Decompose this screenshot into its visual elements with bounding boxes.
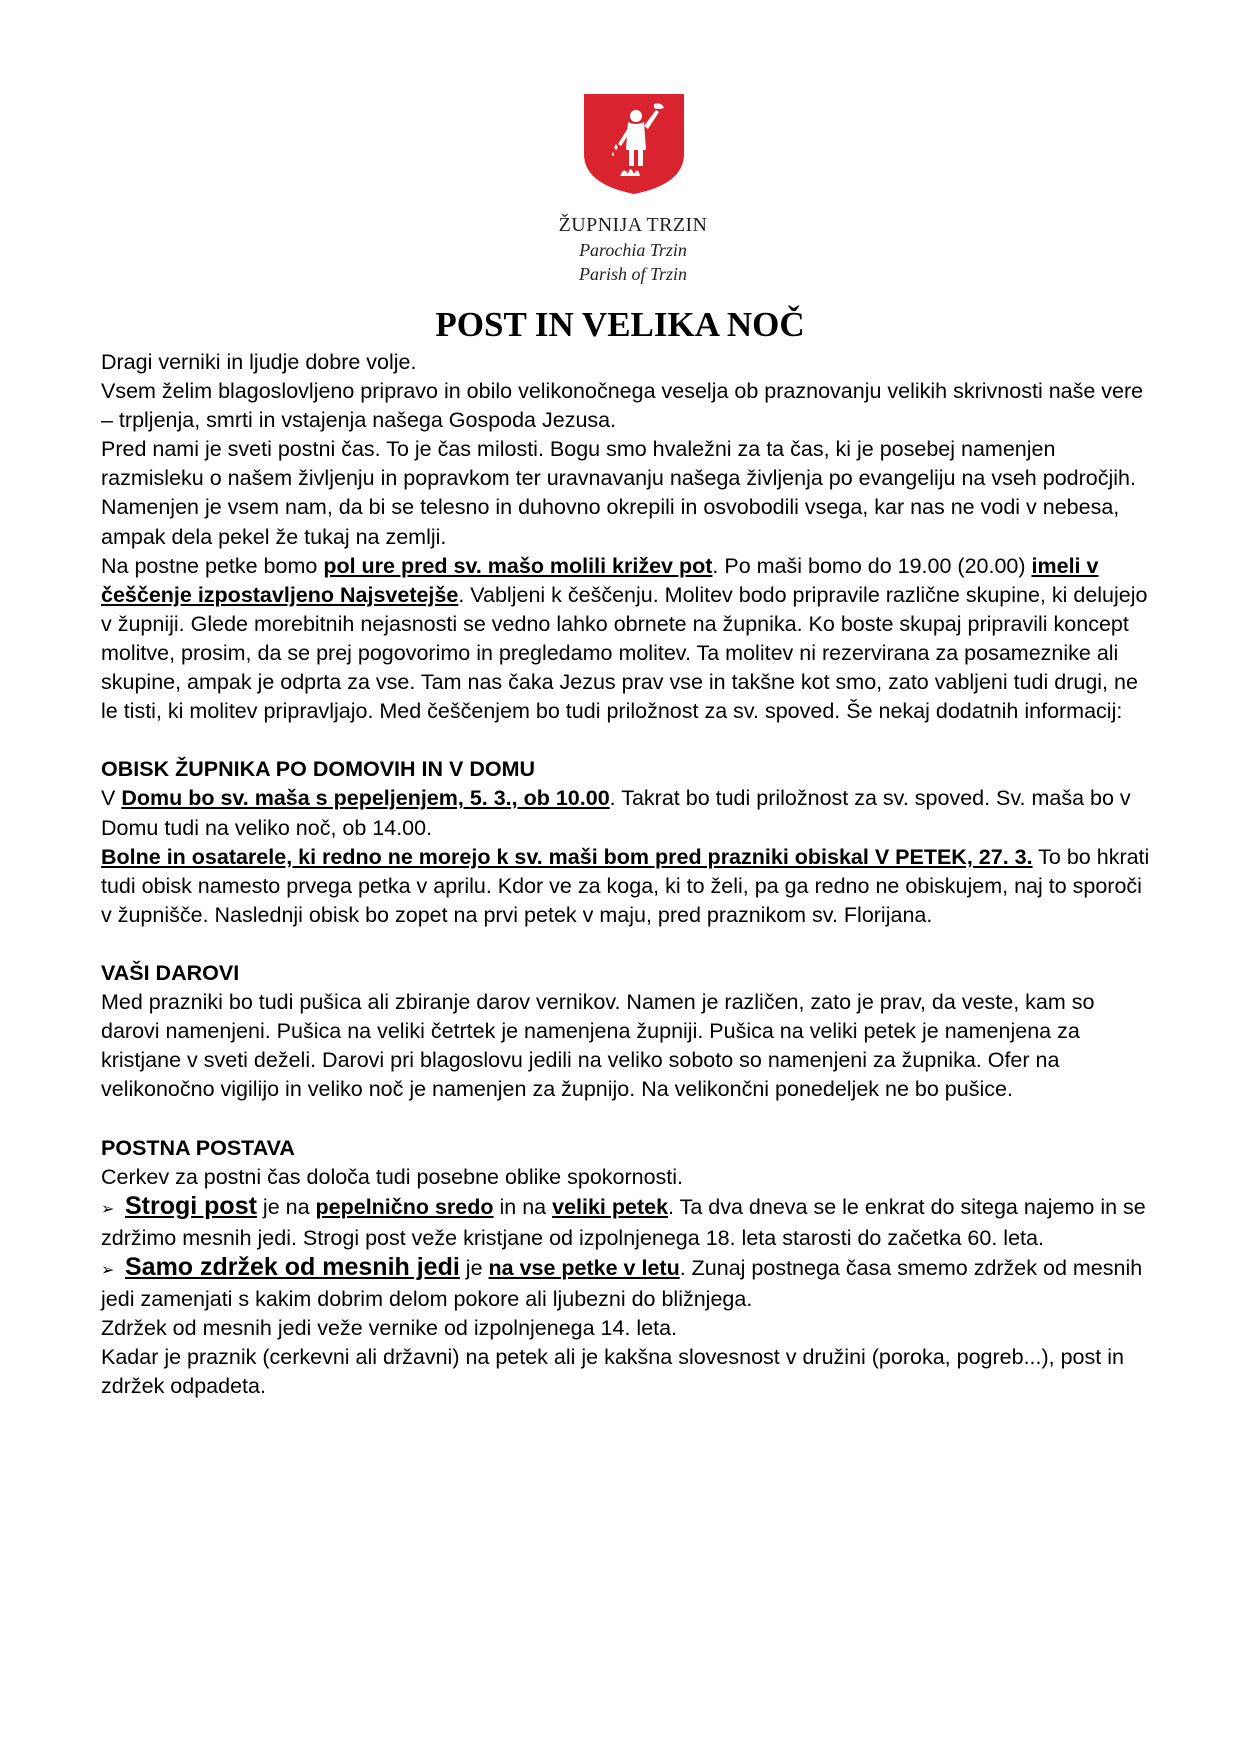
arrow-bullet-icon: ➢ <box>101 1261 115 1279</box>
document-body <box>101 348 1151 1401</box>
intro-greeting: Dragi verniki in ljudje dobre volje. <box>101 350 417 374</box>
section-heading-fast: POSTNA POSTAVA <box>101 1135 295 1160</box>
home-mass-note: Domu bo sv. maša s pepeljenjem, 5. 3., ob 10.00 <box>121 786 610 811</box>
intro-fridays-text-c: . Vabljeni k češčenju. Molitev bodo pripravile različne skupine, ki delujejo v župniji. Glede morebitnih nejasnosti se vedno lahko obrnete na župnika. Ko boste skupaj pripravili koncept molitve, prosim, da se prej pogovorimo in pregledamo molitev. Ta molitev ni rezervirana za posameznike ali skupine, ampak je odprta za vse. Tam nas čaka Jezus prav vse in takšne kot smo, zato vabljeni tudi drugi, ne le tisti, ki molitev pripravljajo. Med češčenjem bo tudi priložnost za sv. spoved. Še nekaj dodatnih informacij: <box>101 582 1148 724</box>
all-fridays-label: na vse petke v letu <box>488 1255 680 1280</box>
intro-wishes: Vsem želim blagoslovljeno pripravo in obilo velikonočnega veselja ob praznovanju velikih skrivnosti naše vere – trpljenja, smrti in vstajenja našega Gospoda Jezusa. <box>101 379 1144 433</box>
ash-wednesday-label: pepelnično sredo <box>315 1194 494 1219</box>
section-heading-visit: OBISK ŽUPNIKA PO DOMOVIH IN V DOMU <box>101 757 535 782</box>
visit-home-mass <box>101 784 1151 842</box>
parish-name-latin: Parochia Trzin <box>579 240 687 260</box>
strict-fast-text-a: je na <box>256 1194 316 1219</box>
parish-crest-logo <box>580 92 688 196</box>
intro-lent: Pred nami je sveti postni čas. To je čas milosti. Bogu smo hvaležni za ta čas, ki je posebej namenjen razmisleku o našem življenju in popravkom ter uravnavanju našega življenja po evangeliju na vseh področjih. Namenjen je vsem nam, da bi se telesno in duhovno okrepili in osvobodili vsega, kar nas ne vodi v nebesa, ampak dela pekel že tukaj na zemlji. <box>101 437 1136 549</box>
abstinence-age: Zdržek od mesnih jedi veže vernike od izpolnjenega 14. leta. <box>101 1316 678 1341</box>
sick-visit-note: Bolne in osatarele, ki redno ne morejo k sv. maši bom pred prazniki obiskal V PETEK, 27. 3. <box>101 844 1033 869</box>
fast-intro: Cerkev za postni čas določa tudi posebne oblike spokornosti. <box>101 1164 684 1189</box>
visit-sick-text: To bo hkrati tudi obisk namesto prvega petka v aprilu. Kdor ve za koga, ki to želi, pa ga redno ne obiskujem, naj to sporoči v župnišče. Naslednji obisk bo zopet na prvi petek v maju, pred praznikom sv. Florijana. <box>101 844 1150 927</box>
parish-name: ŽUPNIJA TRZIN <box>558 214 708 236</box>
stations-of-cross-note: pol ure pred sv. mašo molili križev pot <box>323 553 713 578</box>
gifts-text: Med prazniki bo tudi pušica ali zbiranje darov vernikov. Namen je različen, zato je prav, da veste, kam so darovi namenjeni. Pušica na veliki četrtek je namenjena župniji. Pušica na veliki petek je namenjena za kristjane v sveti deželi. Darovi pri blagoslovu jedili na veliko soboto so namenjeni za župnika. Ofer na velikonočno vigilijo in veliko noč je namenjen za župnijo. Na velikončni ponedeljek ne bo pušice. <box>101 990 1095 1102</box>
document-title: POST IN VELIKA NOČ <box>435 305 805 344</box>
strict-fast-label: Strogi post <box>125 1191 257 1220</box>
parish-header <box>480 212 786 286</box>
parish-name-english: Parish of Trzin <box>578 264 688 284</box>
abstinence-text-b: . Zunaj postnega časa smemo zdržek od mesnih jedi zamenjati s kakim dobrim delom pokore ali ljubezni do bližnjega. <box>101 1255 1143 1311</box>
bullet-strict-fast <box>101 1192 1151 1253</box>
strict-fast-text-b: in na <box>493 1194 553 1219</box>
abstinence-label: Samo zdržek od mesnih jedi <box>125 1252 460 1281</box>
section-heading-gifts: VAŠI DAROVI <box>101 960 240 985</box>
visit-text-b: . Takrat bo tudi priložnost za sv. spoved. Sv. maša bo v Domu tudi na veliko noč, ob 14.00. <box>101 786 1131 840</box>
adoration-note: imeli v češčenje izpostavljeno Najsvetejše <box>101 553 1099 607</box>
abstinence-text-a: je <box>459 1255 489 1280</box>
arrow-bullet-icon: ➢ <box>101 1200 115 1218</box>
intro-fridays <box>101 552 1151 727</box>
fast-exceptions: Kadar je praznik (cerkevni ali državni) na petek ali je kakšna slovesnost v družini (poroka, pogreb...), post in zdržek odpadeta. <box>101 1345 1124 1399</box>
good-friday-label: veliki petek <box>552 1194 669 1219</box>
visit-text-a: V <box>101 786 122 811</box>
bullet-abstinence <box>101 1253 1151 1314</box>
intro-fridays-text-a: Na postne petke bomo <box>101 553 324 578</box>
strict-fast-text-c: . Ta dva dneva se le enkrat do sitega najemo in se zdržimo mesnih jedi. Strogi post veže kristjane od izpolnjenega 18. leta starosti do začetka 60. leta. <box>101 1194 1146 1250</box>
visit-sick <box>101 843 1151 930</box>
intro-fridays-text-b: . Po maši bomo do 19.00 (20.00) <box>712 553 1032 578</box>
